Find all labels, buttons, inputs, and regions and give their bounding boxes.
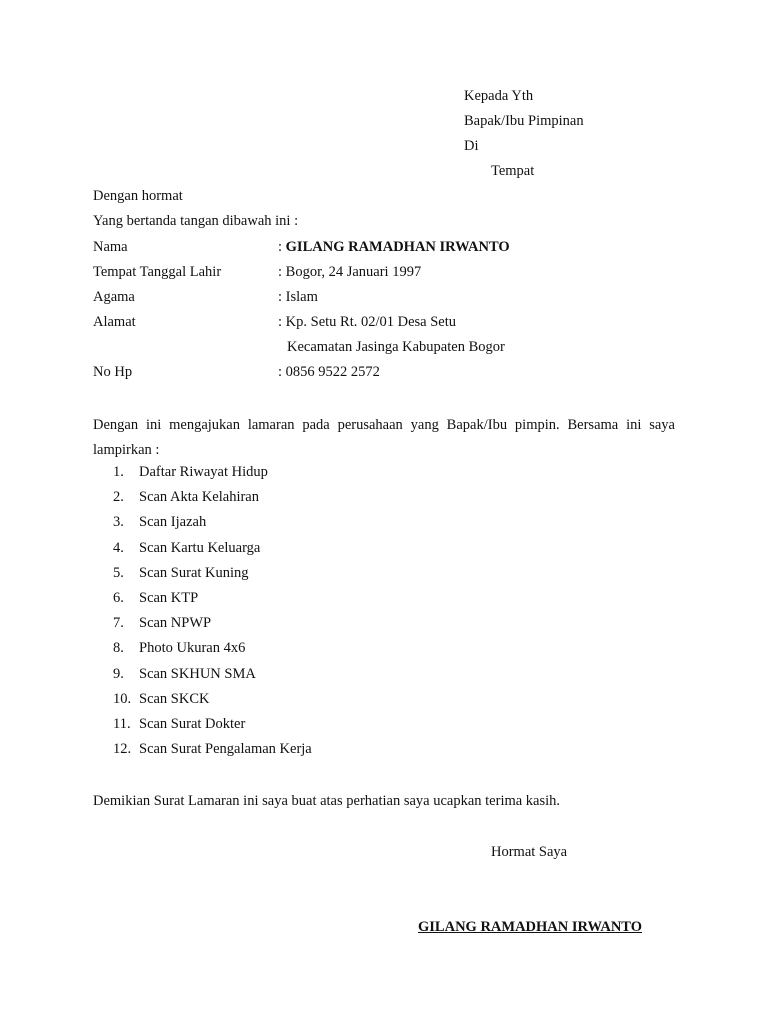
address-value-line-2: Kecamatan Jasinga Kabupaten Bogor — [287, 339, 505, 355]
name-value — [278, 238, 510, 256]
religion-value: : Islam — [278, 289, 318, 305]
list-item-number: 8. — [113, 640, 124, 657]
list-item — [113, 639, 312, 664]
birth-label: Tempat Tanggal Lahir — [93, 264, 222, 280]
list-item-text: Daftar Riwayat Hidup — [139, 464, 268, 480]
list-item-text: Scan Akta Kelahiran — [139, 489, 259, 506]
list-item-text: Scan Surat Pengalaman Kerja — [139, 741, 312, 758]
list-item-number: 6. — [113, 589, 124, 606]
name-label: Nama — [93, 239, 128, 255]
name-prefix: : — [278, 239, 286, 255]
religion-label: Agama — [93, 289, 135, 305]
address-label: Alamat — [93, 314, 136, 330]
list-item-text: Scan SKCK — [139, 690, 210, 707]
list-item — [113, 715, 312, 740]
list-item-number: 9. — [113, 665, 124, 682]
list-item-number: 5. — [113, 564, 124, 581]
list-item — [113, 690, 312, 715]
list-item-text: Scan NPWP — [139, 615, 212, 632]
list-item — [113, 589, 312, 614]
list-item-number: 11. — [113, 715, 131, 732]
greeting: Dengan hormat — [93, 188, 183, 204]
list-item — [113, 614, 312, 639]
intro-text: Yang bertanda tangan dibawah ini : — [93, 213, 299, 229]
list-item-number: 2. — [113, 489, 124, 506]
list-item-number: 1. — [113, 464, 124, 480]
list-item — [113, 539, 312, 564]
list-item-text: Scan KTP — [139, 589, 199, 606]
recipient-line-1: Kepada Yth — [464, 88, 534, 104]
list-item-number: 12. — [113, 741, 132, 758]
address-value-line-1: : Kp. Setu Rt. 02/01 Desa Setu — [278, 314, 457, 330]
recipient-line-2: Bapak/Ibu Pimpinan — [464, 113, 584, 129]
signature-name: GILANG RAMADHAN IRWANTO — [418, 919, 642, 935]
list-item-text: Scan SKHUN SMA — [139, 665, 256, 682]
list-item — [113, 740, 312, 765]
list-item-number: 7. — [113, 615, 124, 632]
list-item — [113, 513, 312, 538]
list-item-text: Scan Surat Kuning — [139, 564, 249, 581]
list-item-number: 3. — [113, 514, 124, 531]
name-value-text: GILANG RAMADHAN IRWANTO — [285, 239, 510, 255]
list-item — [113, 488, 312, 513]
list-item-text: Scan Ijazah — [139, 514, 207, 531]
list-item-number: 4. — [113, 539, 124, 556]
list-item-text: Scan Surat Dokter — [139, 715, 246, 732]
list-item-text: Photo Ukuran 4x6 — [139, 640, 246, 657]
phone-label: No Hp — [93, 364, 133, 380]
recipient-line-3: Di — [464, 138, 479, 154]
signoff: Hormat Saya — [491, 844, 568, 860]
list-item — [113, 665, 312, 690]
recipient-line-4: Tempat — [491, 163, 535, 179]
closing-text: Demikian Surat Lamaran ini saya buat atas perhatian saya ucapkan terima kasih. — [93, 793, 561, 809]
attachments-list — [113, 463, 312, 765]
list-item-text: Scan Kartu Keluarga — [139, 539, 261, 556]
list-item-number: 10. — [113, 690, 132, 707]
phone-value: : 0856 9522 2572 — [278, 364, 380, 380]
list-item — [113, 564, 312, 589]
body-paragraph: Dengan ini mengajukan lamaran pada perusahaan yang Bapak/Ibu pimpin. Bersama ini saya lampirkan : — [93, 417, 675, 458]
birth-value: : Bogor, 24 Januari 1997 — [278, 264, 422, 280]
list-item — [113, 463, 312, 488]
